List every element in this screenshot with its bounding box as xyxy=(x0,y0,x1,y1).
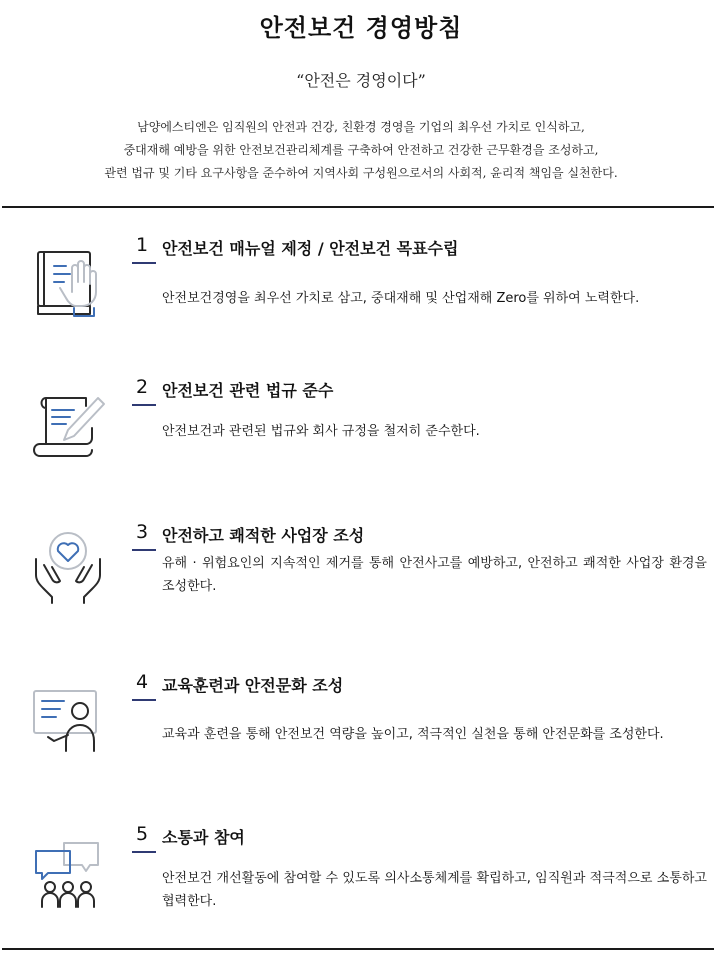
intro-line: 남양에스티엔은 임직원의 안전과 건강, 친환경 경영을 기업의 최우선 가치로 인식하고, xyxy=(137,120,585,134)
scroll-pen-icon xyxy=(30,384,106,460)
item-heading: 소통과 참여 xyxy=(162,828,245,847)
item-description: 교육과 훈련을 통해 안전보건 역량을 높이고, 적극적인 실천을 통해 안전문화를 조성한다. xyxy=(162,727,664,742)
hands-heart-icon xyxy=(30,529,106,605)
presenter-icon xyxy=(30,685,106,761)
item-description: 안전보건과 관련된 법규와 회사 규정을 철저히 준수한다. xyxy=(162,424,480,439)
intro-paragraph xyxy=(30,116,692,185)
item-heading: 안전하고 쾌적한 사업장 조성 xyxy=(162,526,365,545)
item-number: 5 xyxy=(136,823,149,845)
item-heading: 안전보건 관련 법규 준수 xyxy=(162,381,334,400)
heading-underline xyxy=(132,404,156,406)
slogan: “안전은 경영이다” xyxy=(296,71,426,90)
item-heading: 안전보건 매뉴얼 제정 / 안전보건 목표수립 xyxy=(162,239,459,258)
top-divider xyxy=(2,206,714,208)
item-number: 2 xyxy=(136,376,149,398)
people-chat-icon xyxy=(30,837,106,913)
page-title: 안전보건 경영방침 xyxy=(259,13,463,42)
item-description: 안전보건 개선활동에 참여할 수 있도록 의사소통체계를 확립하고, 임직원과 적극적으로 소통하고 협력한다. xyxy=(162,871,707,909)
item-heading: 교육훈련과 안전문화 조성 xyxy=(162,676,344,695)
item-number: 4 xyxy=(136,671,149,693)
item-description: 유해 · 위험요인의 지속적인 제거를 통해 안전사고를 예방하고, 안전하고 쾌적한 사업장 환경을 조성한다. xyxy=(162,556,707,594)
heading-underline xyxy=(132,262,156,264)
item-description: 안전보건경영을 최우선 가치로 삼고, 중대재해 및 산업재해 Zero를 위하여 노력한다. xyxy=(162,291,640,306)
heading-underline xyxy=(132,851,156,853)
manual-hand-icon xyxy=(30,246,106,322)
item-number: 3 xyxy=(136,521,149,543)
intro-line: 관련 법규 및 기타 요구사항을 준수하여 지역사회 구성원으로서의 사회적, 윤리적 책임을 실천한다. xyxy=(104,166,618,180)
heading-underline xyxy=(132,699,156,701)
item-number: 1 xyxy=(136,234,149,256)
intro-line: 중대재해 예방을 위한 안전보건관리체계를 구축하여 안전하고 건강한 근무환경을 조성하고, xyxy=(123,143,599,157)
bottom-divider xyxy=(2,948,714,950)
heading-underline xyxy=(132,549,156,551)
